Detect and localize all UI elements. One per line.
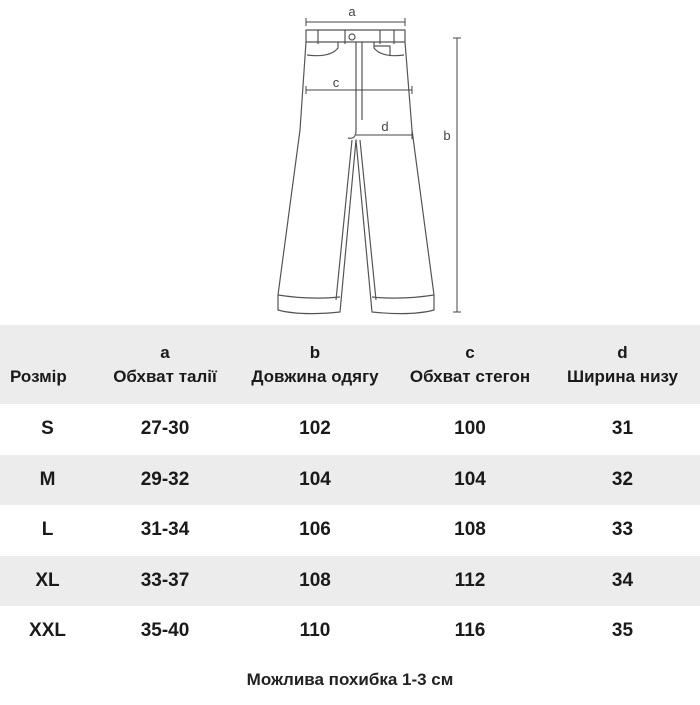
cell-size: XXL <box>29 620 66 642</box>
dimension-label-d: d <box>381 119 389 134</box>
table-row <box>0 505 700 556</box>
cell-bottom-width: 32 <box>611 468 634 490</box>
cell-bottom-width: 33 <box>611 519 634 541</box>
cell-waist: 27-30 <box>140 418 190 440</box>
table-row <box>0 455 700 506</box>
cell-hips: 112 <box>454 569 486 591</box>
cell-waist: 29-32 <box>140 468 190 490</box>
table-row <box>0 556 700 607</box>
cell-size: M <box>39 468 56 490</box>
table-header-row <box>0 325 700 404</box>
jeans-diagram <box>0 0 700 325</box>
cell-hips: 116 <box>454 620 486 642</box>
cell-bottom-width: 35 <box>611 620 634 642</box>
cell-size: XL <box>35 569 60 591</box>
cell-length: 106 <box>299 519 331 541</box>
header-length: b Довжина одягу <box>251 342 379 386</box>
cell-length: 102 <box>299 418 331 440</box>
cell-waist: 31-34 <box>140 519 190 541</box>
dimension-label-a: a <box>348 4 356 19</box>
header-bottom-width: d Ширина низу <box>566 342 678 386</box>
cell-bottom-width: 34 <box>611 569 634 591</box>
tolerance-note: Можлива похибка 1-3 см <box>246 670 454 689</box>
header-size: Розмір <box>10 366 67 386</box>
table-row <box>0 606 700 657</box>
table-row <box>0 404 700 455</box>
cell-size: S <box>41 418 54 440</box>
dimension-label-b: b <box>443 128 451 143</box>
cell-hips: 108 <box>454 519 486 541</box>
cell-hips: 100 <box>454 418 486 440</box>
cell-size: L <box>41 519 54 541</box>
cell-bottom-width: 31 <box>611 418 634 440</box>
cell-length: 108 <box>299 569 331 591</box>
dimension-label-c: c <box>332 75 340 90</box>
header-hips: c Обхват стегон <box>409 342 531 386</box>
size-table <box>0 325 700 657</box>
cell-waist: 35-40 <box>140 620 190 642</box>
cell-waist: 33-37 <box>140 569 190 591</box>
jeans-outline-icon <box>0 0 700 325</box>
cell-length: 110 <box>299 620 331 642</box>
header-waist: a Обхват талії <box>113 342 217 386</box>
cell-hips: 104 <box>454 468 486 490</box>
cell-length: 104 <box>299 468 331 490</box>
